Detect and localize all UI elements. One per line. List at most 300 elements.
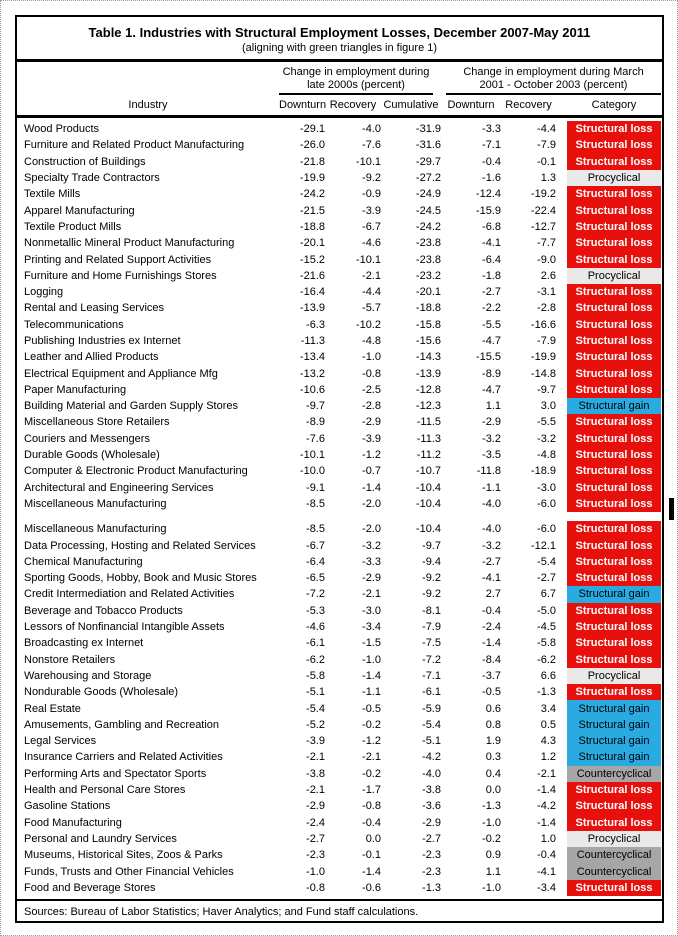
recovery-late2000s-cell: -1.7 [362, 784, 381, 797]
industry-cell: Performing Arts and Spectator Sports [24, 767, 207, 780]
gap-cell [556, 463, 567, 479]
industry-cell: Credit Intermediation and Related Activities [24, 588, 235, 601]
downturn-2001-cell: -8.9 [482, 367, 501, 380]
recovery-2001-cell: -22.4 [530, 204, 556, 217]
industry-cell: Miscellaneous Manufacturing [24, 523, 167, 536]
cumulative-cell: -2.3 [422, 865, 441, 878]
gap-cell [556, 521, 567, 537]
cumulative-cell: -2.7 [422, 832, 441, 845]
cumulative-cell: -13.9 [415, 367, 441, 380]
recovery-late2000s-cell: -1.4 [362, 865, 381, 878]
gap-cell [556, 121, 567, 137]
recovery-2001-cell: -0.1 [537, 155, 556, 168]
downturn-late2000s-cell: -2.1 [306, 784, 325, 797]
cumulative-cell: -18.8 [415, 302, 441, 315]
downturn-late2000s-cell: -10.0 [299, 465, 325, 478]
gap-cell [556, 365, 567, 381]
recovery-late2000s-cell: -0.6 [362, 881, 381, 894]
category-badge: Structural gain [567, 398, 661, 414]
industry-cell: Logging [24, 286, 64, 299]
recovery-2001-cell: -3.0 [537, 481, 556, 494]
gap-cell [556, 317, 567, 333]
recovery-late2000s-cell: -3.9 [362, 432, 381, 445]
cumulative-cell: -4.2 [422, 751, 441, 764]
industry-cell: Funds, Trusts and Other Financial Vehicles [24, 865, 234, 878]
recovery-late2000s-cell: -0.2 [362, 718, 381, 731]
cumulative-cell: -12.3 [415, 400, 441, 413]
table-row [17, 349, 662, 365]
cumulative-cell: -31.6 [415, 139, 441, 152]
industry-cell: Health and Personal Care Stores [24, 784, 186, 797]
downturn-2001-cell: -12.4 [475, 188, 501, 201]
category-badge: Countercyclical [567, 766, 661, 782]
recovery-2001-cell: -1.4 [537, 816, 556, 829]
downturn-late2000s-cell: -5.4 [306, 702, 325, 715]
gap-cell [556, 635, 567, 651]
category-badge: Structural loss [567, 219, 661, 235]
downturn-late2000s-cell: -6.4 [306, 555, 325, 568]
downturn-late2000s-cell: -19.9 [299, 172, 325, 185]
group1-line1: Change in employment during [282, 66, 430, 78]
category-badge: Structural loss [567, 635, 661, 651]
industry-cell: Electrical Equipment and Appliance Mfg [24, 367, 218, 380]
downturn-late2000s-cell: -8.5 [306, 497, 325, 510]
cumulative-cell: -9.4 [422, 555, 441, 568]
downturn-2001-cell: -3.7 [482, 669, 501, 682]
table-row [17, 798, 662, 814]
downturn-late2000s-cell: -7.2 [306, 588, 325, 601]
gap-cell [556, 154, 567, 170]
recovery-2001-cell: 1.3 [540, 172, 556, 185]
table-row [17, 202, 662, 218]
downturn-late2000s-cell: -7.6 [306, 432, 325, 445]
gap-cell [556, 447, 567, 463]
downturn-late2000s-cell: -9.1 [306, 481, 325, 494]
cumulative-cell: -9.2 [422, 588, 441, 601]
downturn-2001-cell: -2.7 [482, 555, 501, 568]
recovery-late2000s-cell: -0.7 [362, 465, 381, 478]
recovery-late2000s-cell: -1.4 [362, 669, 381, 682]
recovery-2001-cell: -4.1 [537, 865, 556, 878]
cumulative-cell: -11.2 [416, 449, 441, 462]
downturn-late2000s-cell: -6.3 [306, 318, 325, 331]
downturn-2001-cell: 0.3 [485, 751, 501, 764]
industry-cell: Insurance Carriers and Related Activities [24, 751, 223, 764]
section-gap [17, 512, 662, 521]
cumulative-cell: -5.1 [422, 735, 441, 748]
category-badge: Structural loss [567, 382, 661, 398]
recovery-2001-cell: -7.9 [537, 139, 556, 152]
gap-cell [556, 814, 567, 830]
downturn-late2000s-cell: -6.5 [306, 572, 325, 585]
cumulative-cell: -23.8 [415, 237, 441, 250]
recovery-2001-cell: -5.4 [537, 555, 556, 568]
downturn-2001-cell: -8.4 [482, 653, 501, 666]
recovery-2001-cell: -3.2 [537, 432, 556, 445]
downturn-late2000s-cell: -8.5 [306, 523, 325, 536]
column-label-downturn-late2000s: Downturn [279, 98, 327, 111]
gap-cell [556, 668, 567, 684]
table-body [17, 121, 662, 896]
category-badge: Structural loss [567, 684, 661, 700]
table-row [17, 537, 662, 553]
downturn-2001-cell: -3.5 [482, 449, 501, 462]
cumulative-cell: -23.8 [415, 253, 441, 266]
downturn-2001-cell: -1.3 [482, 800, 501, 813]
cumulative-cell: -3.6 [422, 800, 441, 813]
gap-cell [556, 766, 567, 782]
downturn-2001-cell: -4.1 [482, 572, 501, 585]
recovery-2001-cell: -7.9 [537, 335, 556, 347]
recovery-2001-cell: -5.0 [537, 604, 556, 617]
downturn-2001-cell: -1.0 [482, 881, 501, 894]
cumulative-cell: -10.7 [415, 465, 441, 478]
category-badge: Structural loss [567, 121, 661, 137]
gap-cell [556, 749, 567, 765]
industry-cell: Textile Product Mills [24, 220, 122, 233]
recovery-2001-cell: -19.9 [530, 351, 556, 364]
rule-below-title [17, 59, 662, 62]
recovery-2001-cell: 0.5 [540, 718, 556, 731]
table-row [17, 717, 662, 733]
category-badge: Structural loss [567, 414, 661, 430]
downturn-2001-cell: 0.0 [485, 784, 501, 797]
category-badge: Structural loss [567, 521, 661, 537]
downturn-2001-cell: 0.8 [485, 718, 501, 731]
recovery-2001-cell: 3.0 [540, 400, 556, 413]
category-badge: Structural loss [567, 349, 661, 365]
category-badge: Structural loss [567, 284, 661, 300]
recovery-2001-cell: -6.2 [537, 653, 556, 666]
industry-cell: Leather and Allied Products [24, 351, 159, 364]
cumulative-cell: -14.3 [415, 351, 441, 364]
table-row [17, 700, 662, 716]
recovery-2001-cell: -1.4 [537, 784, 556, 797]
table-row [17, 219, 662, 235]
downturn-2001-cell: -5.5 [482, 318, 501, 331]
industry-cell: Computer & Electronic Product Manufacturing [24, 465, 248, 478]
cumulative-cell: -31.9 [415, 123, 441, 136]
industry-cell: Printing and Related Support Activities [24, 253, 212, 266]
recovery-late2000s-cell: -5.7 [362, 302, 381, 315]
downturn-late2000s-cell: -6.1 [306, 637, 325, 650]
category-badge: Structural loss [567, 880, 661, 896]
recovery-late2000s-cell: -2.0 [362, 523, 381, 536]
downturn-2001-cell: 2.7 [485, 588, 501, 601]
table-row [17, 333, 662, 349]
category-badge: Procyclical [567, 831, 661, 847]
table-row [17, 847, 662, 863]
gap-cell [556, 333, 567, 349]
recovery-late2000s-cell: -2.0 [362, 497, 381, 510]
recovery-late2000s-cell: -7.6 [362, 139, 381, 152]
gap-cell [556, 863, 567, 879]
table-row [17, 300, 662, 316]
category-badge: Structural loss [567, 447, 661, 463]
recovery-late2000s-cell: -1.0 [362, 351, 381, 364]
recovery-late2000s-cell: -2.1 [362, 269, 381, 282]
gap-cell [556, 733, 567, 749]
table-row [17, 668, 662, 684]
category-badge: Procyclical [567, 668, 661, 684]
table-row [17, 831, 662, 847]
gap-cell [556, 798, 567, 814]
recovery-late2000s-cell: -3.9 [362, 204, 381, 217]
recovery-late2000s-cell: -0.4 [362, 816, 381, 829]
gap-cell [556, 414, 567, 430]
column-label-category: Category [591, 98, 637, 111]
group-header-late-2000s [279, 66, 433, 95]
category-badge: Structural loss [567, 814, 661, 830]
downturn-2001-cell: -3.2 [482, 432, 501, 445]
industry-cell: Nonstore Retailers [24, 653, 116, 666]
recovery-late2000s-cell: -2.9 [362, 572, 381, 585]
cumulative-cell: -4.0 [422, 767, 441, 780]
cumulative-cell: -15.6 [415, 335, 441, 347]
table-row [17, 521, 662, 537]
recovery-2001-cell: -5.8 [537, 637, 556, 650]
industry-cell: Telecommunications [24, 318, 124, 331]
recovery-late2000s-cell: -3.4 [362, 621, 381, 634]
category-badge: Procyclical [567, 170, 661, 186]
gap-cell [556, 251, 567, 267]
downturn-2001-cell: 0.6 [485, 702, 501, 715]
table-row [17, 782, 662, 798]
industry-cell: Specialty Trade Contractors [24, 172, 160, 185]
downturn-late2000s-cell: -2.7 [306, 832, 325, 845]
industry-cell: Museums, Historical Sites, Zoos & Parks [24, 849, 223, 862]
category-badge: Structural loss [567, 480, 661, 496]
cumulative-cell: -11.5 [416, 416, 441, 429]
downturn-2001-cell: -2.7 [482, 286, 501, 299]
gap-cell [556, 480, 567, 496]
downturn-late2000s-cell: -5.2 [306, 718, 325, 731]
cumulative-cell: -15.8 [415, 318, 441, 331]
industry-cell: Architectural and Engineering Services [24, 481, 214, 494]
recovery-late2000s-cell: -10.1 [355, 155, 381, 168]
downturn-2001-cell: -1.1 [482, 481, 501, 494]
downturn-2001-cell: -6.4 [482, 253, 501, 266]
downturn-late2000s-cell: -5.8 [306, 669, 325, 682]
category-badge: Structural loss [567, 570, 661, 586]
category-badge: Structural gain [567, 733, 661, 749]
recovery-late2000s-cell: -1.1 [362, 686, 381, 699]
recovery-2001-cell: -4.2 [537, 800, 556, 813]
industry-cell: Broadcasting ex Internet [24, 637, 144, 650]
gap-cell [556, 831, 567, 847]
column-labels-row [17, 96, 662, 113]
gap-cell [556, 268, 567, 284]
recovery-late2000s-cell: -0.2 [362, 767, 381, 780]
table-row [17, 251, 662, 267]
downturn-2001-cell: 1.1 [485, 865, 501, 878]
gap-cell [556, 684, 567, 700]
category-badge: Structural loss [567, 431, 661, 447]
category-badge: Countercyclical [567, 847, 661, 863]
cumulative-cell: -24.9 [415, 188, 441, 201]
recovery-late2000s-cell: -0.9 [362, 188, 381, 201]
recovery-2001-cell: -18.9 [530, 465, 556, 478]
cumulative-cell: -7.1 [422, 669, 441, 682]
table-row [17, 603, 662, 619]
downturn-late2000s-cell: -9.7 [306, 400, 325, 413]
industry-cell: Paper Manufacturing [24, 383, 127, 396]
gap-cell [556, 186, 567, 202]
recovery-2001-cell: -6.0 [537, 523, 556, 536]
industry-cell: Apparel Manufacturing [24, 204, 135, 217]
recovery-late2000s-cell: -2.9 [362, 416, 381, 429]
table-row [17, 317, 662, 333]
recovery-late2000s-cell: -3.0 [362, 604, 381, 617]
recovery-late2000s-cell: -4.0 [362, 123, 381, 136]
recovery-2001-cell: -2.8 [537, 302, 556, 315]
table-row [17, 733, 662, 749]
gap-cell [556, 717, 567, 733]
gap-cell [556, 284, 567, 300]
category-badge: Structural loss [567, 186, 661, 202]
industry-cell: Personal and Laundry Services [24, 832, 177, 845]
gap-cell [556, 782, 567, 798]
cumulative-cell: -7.9 [422, 621, 441, 634]
cumulative-cell: -24.5 [415, 204, 441, 217]
industry-cell: Amusements, Gambling and Recreation [24, 718, 220, 731]
cumulative-cell: -2.9 [422, 816, 441, 829]
cumulative-cell: -10.4 [415, 481, 441, 494]
downturn-2001-cell: -2.9 [482, 416, 501, 429]
gap-cell [556, 235, 567, 251]
recovery-late2000s-cell: -3.2 [362, 539, 381, 552]
recovery-2001-cell: 1.0 [540, 832, 556, 845]
group2-line2: 2001 - October 2003 (percent) [479, 79, 628, 91]
recovery-2001-cell: 1.2 [540, 751, 556, 764]
cumulative-cell: -20.1 [415, 286, 441, 299]
table-row [17, 766, 662, 782]
recovery-2001-cell: -2.1 [537, 767, 556, 780]
cumulative-cell: -5.4 [422, 718, 441, 731]
recovery-late2000s-cell: -2.8 [362, 400, 381, 413]
recovery-late2000s-cell: -4.4 [362, 286, 381, 299]
industry-cell: Miscellaneous Store Retailers [24, 416, 170, 429]
recovery-2001-cell: -16.6 [530, 318, 556, 331]
downturn-2001-cell: 1.1 [485, 400, 501, 413]
industry-cell: Beverage and Tobacco Products [24, 604, 183, 617]
table-row [17, 586, 662, 602]
cumulative-cell: -24.2 [415, 220, 441, 233]
downturn-late2000s-cell: -8.9 [306, 416, 325, 429]
downturn-late2000s-cell: -26.0 [299, 139, 325, 152]
table-row [17, 268, 662, 284]
category-badge: Structural loss [567, 537, 661, 553]
gap-cell [556, 554, 567, 570]
gap-cell [556, 349, 567, 365]
category-badge: Structural loss [567, 463, 661, 479]
table-row [17, 570, 662, 586]
downturn-2001-cell: -4.0 [482, 523, 501, 536]
gap-cell [556, 603, 567, 619]
downturn-2001-cell: -6.8 [482, 220, 501, 233]
table-row [17, 154, 662, 170]
recovery-late2000s-cell: -1.4 [362, 481, 381, 494]
industry-cell: Food and Beverage Stores [24, 881, 156, 894]
recovery-late2000s-cell: -10.2 [355, 318, 381, 331]
recovery-late2000s-cell: -6.7 [362, 220, 381, 233]
recovery-2001-cell: 3.4 [540, 702, 556, 715]
category-badge: Structural loss [567, 300, 661, 316]
recovery-late2000s-cell: -1.2 [362, 735, 381, 748]
industry-cell: Nonmetallic Mineral Product Manufacturing [24, 237, 235, 250]
downturn-late2000s-cell: -13.9 [299, 302, 325, 315]
category-badge: Structural loss [567, 782, 661, 798]
downturn-late2000s-cell: -16.4 [299, 286, 325, 299]
gap-cell [556, 496, 567, 512]
category-badge: Structural loss [567, 154, 661, 170]
industry-cell: Rental and Leasing Services [24, 302, 165, 315]
table-row [17, 684, 662, 700]
category-badge: Structural loss [567, 235, 661, 251]
recovery-late2000s-cell: -2.1 [362, 588, 381, 601]
recovery-late2000s-cell: -4.6 [362, 237, 381, 250]
table-row [17, 186, 662, 202]
stray-cursor-mark [669, 498, 674, 520]
recovery-late2000s-cell: -3.3 [362, 555, 381, 568]
table-row [17, 398, 662, 414]
category-badge: Countercyclical [567, 863, 661, 879]
industry-cell: Gasoline Stations [24, 800, 111, 813]
downturn-late2000s-cell: -13.4 [299, 351, 325, 364]
downturn-2001-cell: -2.2 [482, 302, 501, 315]
downturn-2001-cell: -4.0 [482, 497, 501, 510]
gap-cell [556, 847, 567, 863]
column-label-downturn-2001: Downturn [447, 98, 495, 111]
industry-cell: Wood Products [24, 123, 100, 136]
table-row [17, 382, 662, 398]
industry-cell: Furniture and Related Product Manufacturing [24, 139, 245, 152]
downturn-late2000s-cell: -6.7 [306, 539, 325, 552]
cumulative-cell: -29.7 [415, 155, 441, 168]
recovery-2001-cell: -9.0 [537, 253, 556, 266]
recovery-late2000s-cell: 0.0 [365, 832, 381, 845]
category-badge: Structural loss [567, 554, 661, 570]
table-row [17, 365, 662, 381]
recovery-late2000s-cell: -2.5 [362, 383, 381, 396]
downturn-2001-cell: -0.2 [482, 832, 501, 845]
recovery-late2000s-cell: -0.8 [362, 367, 381, 380]
industry-cell: Nondurable Goods (Wholesale) [24, 686, 179, 699]
cumulative-cell: -5.9 [422, 702, 441, 715]
rule-below-header [17, 115, 662, 118]
recovery-2001-cell: -19.2 [530, 188, 556, 201]
gap-cell [556, 619, 567, 635]
group-header-spacer [17, 66, 279, 95]
table-row [17, 554, 662, 570]
recovery-2001-cell: -1.3 [537, 686, 556, 699]
downturn-late2000s-cell: -3.9 [306, 735, 325, 748]
downturn-2001-cell: -3.3 [482, 123, 501, 136]
downturn-2001-cell: 0.9 [485, 849, 501, 862]
downturn-2001-cell: -4.7 [482, 383, 501, 396]
category-badge: Structural gain [567, 700, 661, 716]
cumulative-cell: -12.8 [415, 383, 441, 396]
downturn-late2000s-cell: -0.8 [306, 881, 325, 894]
group1-line2: late 2000s (percent) [307, 79, 405, 91]
industry-cell: Durable Goods (Wholesale) [24, 449, 160, 462]
sources-note: Sources: Bureau of Labor Statistics; Haver Analytics; and Fund staff calculations. [24, 905, 419, 918]
downturn-2001-cell: -4.1 [482, 237, 501, 250]
cumulative-cell: -10.4 [415, 523, 441, 536]
column-group-header [17, 66, 662, 95]
category-badge: Structural loss [567, 333, 661, 349]
industry-cell: Chemical Manufacturing [24, 555, 143, 568]
